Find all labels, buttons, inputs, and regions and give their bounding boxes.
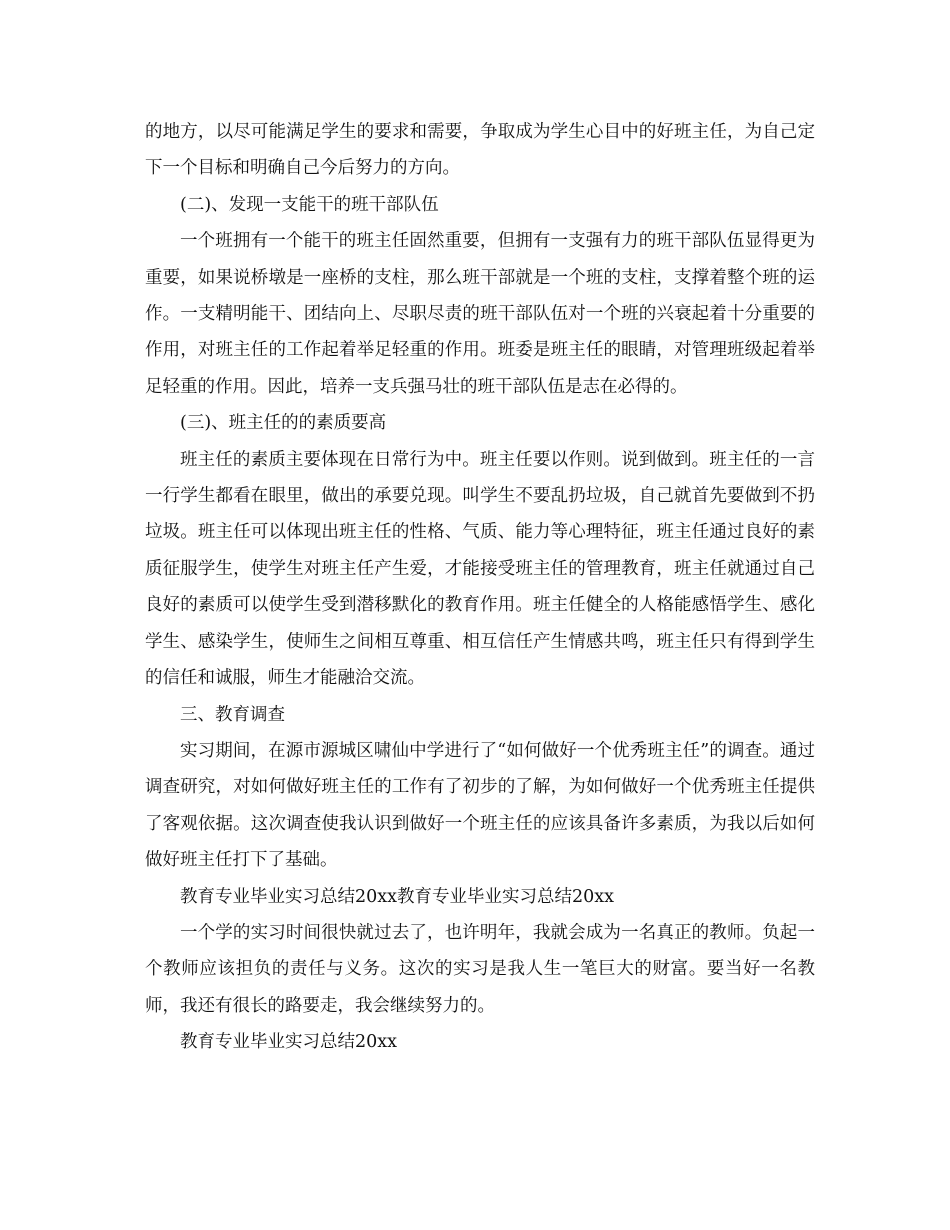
document-page bbox=[145, 114, 815, 1061]
summary-title: 教育专业毕业实习总结20xx教育专业毕业实习总结20xx bbox=[180, 886, 615, 907]
section-heading-class-cadres: (二)、发现一支能干的班干部队伍 bbox=[180, 194, 439, 215]
body-paragraph: 实习期间，在源市源城区啸仙中学进行了“如何做好一个优秀班主任”的调查。通过调查研究，对如何做好班主任的工作有了初步的了解，为如何做好一个优秀班主任提供了客观依据。这次调查使我认识到做好一个班主任的应该具备许多素质，为我以后如何做好班主任打下了基础。 bbox=[145, 740, 815, 871]
body-paragraph: 班主任的素质主要体现在日常行为中。班主任要以作则。说到做到。班主任的一言一行学生都看在眼里，做出的承要兑现。叫学生不要乱扔垃圾，自己就首先要做到不扔垃圾。班主任可以体现出班主任的性格、气质、能力等心理特征，班主任通过良好的素质征服学生，使学生对班主任产生爱，才能接受班主任的管理教育，班主任就通过自己良好的素质可以使学生受到潜移默化的教育作用。班主任健全的人格能感悟学生、感化学生、感染学生，使师生之间相互尊重、相互信任产生情感共鸣，班主任只有得到学生的信任和诚服，师生才能融洽交流。 bbox=[145, 449, 815, 689]
summary-title: 教育专业毕业实习总结20xx bbox=[180, 1032, 398, 1053]
section-heading-teacher-quality: (三)、班主任的的素质要高 bbox=[180, 413, 387, 434]
body-paragraph: 的地方，以尽可能满足学生的要求和需要，争取成为学生心目中的好班主任，为自己定下一个目标和明确自己今后努力的方向。 bbox=[145, 122, 815, 179]
body-paragraph: 一个学的实习时间很快就过去了，也许明年，我就会成为一名真正的教师。负起一个教师应该担负的责任与义务。这次的实习是我人生一笔巨大的财富。要当好一名教师，我还有很长的路要走，我会继续努力的。 bbox=[145, 922, 815, 1016]
body-paragraph: 一个班拥有一个能干的班主任固然重要，但拥有一支强有力的班干部队伍显得更为重要，如果说桥墩是一座桥的支柱，那么班干部就是一个班的支柱，支撑着整个班的运作。一支精明能干、团结向上、尽职尽责的班干部队伍对一个班的兴衰起着十分重要的作用，对班主任的工作起着举足轻重的作用。班委是班主任的眼睛，对管理班级起着举足轻重的作用。因此，培养一支兵强马壮的班干部队伍是志在必得的。 bbox=[145, 231, 815, 397]
section-heading-education-survey: 三、教育调查 bbox=[180, 704, 285, 725]
